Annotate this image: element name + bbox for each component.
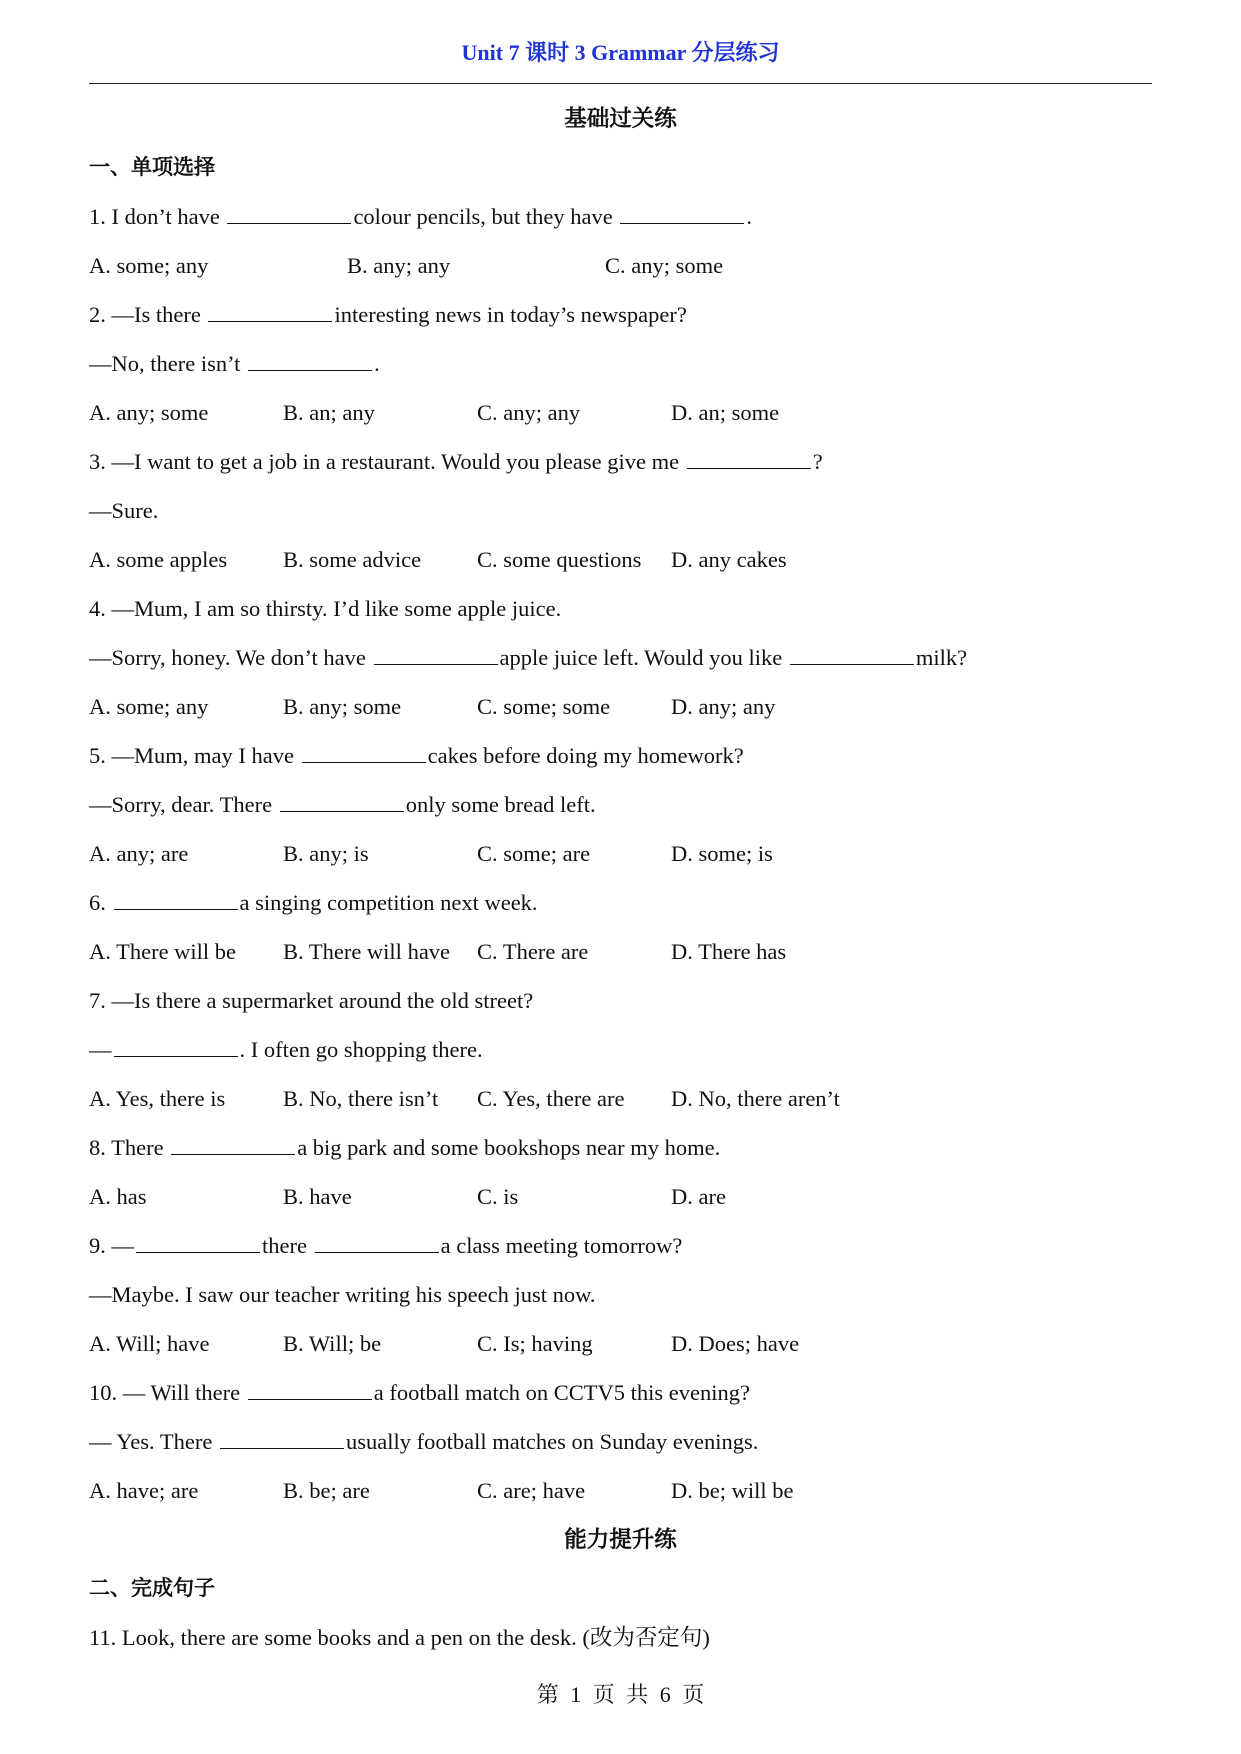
question-text: 10. — Will there: [89, 1380, 246, 1405]
worksheet-body: [89, 94, 1152, 1662]
question-text: 4. —Mum, I am so thirsty. I’d like some apple juice.: [89, 596, 562, 621]
answer-option[interactable]: B. There will have: [283, 939, 451, 964]
answer-blank[interactable]: [687, 448, 811, 469]
question-text: ?: [812, 449, 823, 474]
question-line: [89, 486, 1152, 535]
question-text: a football match on CCTV5 this evening?: [373, 1380, 750, 1405]
question-text: 5. —Mum, may I have: [89, 743, 300, 768]
question-text: cakes before doing my homework?: [427, 743, 744, 768]
answer-option[interactable]: D. Does; have: [671, 1331, 800, 1356]
answer-blank[interactable]: [302, 742, 426, 763]
question-text: .: [374, 351, 380, 376]
answer-option[interactable]: A. any; are: [89, 841, 189, 866]
answer-blank[interactable]: [248, 1379, 372, 1400]
answer-option[interactable]: D. are: [671, 1184, 726, 1209]
answer-option[interactable]: C. any; any: [477, 400, 581, 425]
question-text: there: [262, 1233, 313, 1258]
answer-option[interactable]: C. are; have: [477, 1478, 586, 1503]
question-line: [89, 1025, 1152, 1074]
answer-option[interactable]: D. any; any: [671, 694, 776, 719]
answer-option[interactable]: C. some; some: [477, 694, 611, 719]
answer-blank[interactable]: [114, 1036, 238, 1057]
answer-options: [89, 1074, 1152, 1123]
answer-option[interactable]: B. Will; be: [283, 1331, 382, 1356]
question-item: [89, 1123, 1152, 1221]
answer-option[interactable]: A. Will; have: [89, 1331, 210, 1356]
question-text: —Sorry, dear. There: [89, 792, 278, 817]
answer-blank[interactable]: [248, 350, 372, 371]
answer-option[interactable]: A. any; some: [89, 400, 209, 425]
question-text: milk?: [915, 645, 968, 670]
question-text: usually football matches on Sunday evenings.: [345, 1429, 759, 1454]
answer-option[interactable]: A. Yes, there is: [89, 1086, 226, 1111]
question-line: [89, 192, 1152, 241]
answer-options: [89, 1466, 1152, 1515]
answer-option[interactable]: A. There will be: [89, 939, 237, 964]
question-text: —Sure.: [89, 498, 159, 523]
answer-blank[interactable]: [208, 301, 332, 322]
question-text: colour pencils, but they have: [353, 204, 619, 229]
question-11: 11. Look, there are some books and a pen on the desk. (改为否定句): [89, 1625, 710, 1650]
question-text: .: [746, 204, 752, 229]
question-item: [89, 1221, 1152, 1368]
answer-option[interactable]: B. some advice: [283, 547, 422, 572]
question-text: 8. There: [89, 1135, 170, 1160]
answer-option[interactable]: C. is: [477, 1184, 519, 1209]
question-line: [89, 1417, 1152, 1466]
answer-options: [89, 388, 1152, 437]
answer-option[interactable]: A. some apples: [89, 547, 228, 572]
question-text: 2. —Is there: [89, 302, 207, 327]
part1-title: 一、单项选择: [89, 155, 215, 179]
answer-option[interactable]: B. have: [283, 1184, 352, 1209]
question-item: [89, 437, 1152, 584]
answer-option[interactable]: C. Is; having: [477, 1331, 593, 1356]
question-line: [89, 584, 1152, 633]
answer-option[interactable]: D. an; some: [671, 400, 780, 425]
answer-option[interactable]: C. any; some: [605, 253, 724, 278]
answer-options: [89, 682, 1152, 731]
answer-option[interactable]: B. any; some: [283, 694, 402, 719]
answer-blank[interactable]: [227, 203, 351, 224]
answer-blank[interactable]: [136, 1232, 260, 1253]
question-line: [89, 1368, 1152, 1417]
answer-blank[interactable]: [280, 791, 404, 812]
question-list: [89, 192, 1152, 1515]
header-divider: [89, 83, 1152, 84]
question-line: [89, 339, 1152, 388]
question-line: [89, 633, 1152, 682]
question-item: [89, 584, 1152, 731]
answer-option[interactable]: B. any; any: [347, 253, 451, 278]
section-advanced-heading: 能力提升练: [564, 1527, 677, 1552]
part2-title: 二、完成句子: [89, 1576, 215, 1600]
question-text: —No, there isn’t: [89, 351, 247, 376]
answer-options: [89, 1172, 1152, 1221]
question-item: [89, 192, 1152, 290]
question-item: [89, 290, 1152, 437]
section-basic-heading: 基础过关练: [564, 106, 677, 131]
question-item: [89, 731, 1152, 878]
question-line: [89, 290, 1152, 339]
question-line: [89, 437, 1152, 486]
question-text: — Yes. There: [89, 1429, 218, 1454]
answer-option[interactable]: B. No, there isn’t: [283, 1086, 439, 1111]
answer-option[interactable]: A. some; any: [89, 253, 209, 278]
question-text: 6.: [89, 890, 112, 915]
question-line: [89, 780, 1152, 829]
answer-blank[interactable]: [374, 644, 498, 665]
answer-option[interactable]: C. Yes, there are: [477, 1086, 625, 1111]
question-text: a singing competition next week.: [239, 890, 538, 915]
question-text: —Maybe. I saw our teacher writing his speech just now.: [89, 1282, 596, 1307]
question-line: [89, 1123, 1152, 1172]
question-line: [89, 731, 1152, 780]
answer-option[interactable]: B. any; is: [283, 841, 369, 866]
question-line: [89, 878, 1152, 927]
answer-blank[interactable]: [620, 203, 744, 224]
answer-blank[interactable]: [315, 1232, 439, 1253]
question-text: interesting news in today’s newspaper?: [334, 302, 687, 327]
question-line: [89, 1221, 1152, 1270]
answer-blank[interactable]: [790, 644, 914, 665]
answer-option[interactable]: C. There are: [477, 939, 589, 964]
question-item: [89, 976, 1152, 1123]
answer-option[interactable]: B. an; any: [283, 400, 375, 425]
answer-option[interactable]: D. any cakes: [671, 547, 787, 572]
question-text: 7. —Is there a supermarket around the old street?: [89, 988, 534, 1013]
answer-blank[interactable]: [220, 1428, 344, 1449]
question-text: 9. —: [89, 1233, 134, 1258]
answer-option[interactable]: C. some; are: [477, 841, 591, 866]
question-text: only some bread left.: [405, 792, 596, 817]
question-text: —Sorry, honey. We don’t have: [89, 645, 372, 670]
answer-option[interactable]: A. some; any: [89, 694, 209, 719]
question-text: a class meeting tomorrow?: [440, 1233, 683, 1258]
answer-options: [89, 927, 1152, 976]
question-text: . I often go shopping there.: [239, 1037, 483, 1062]
answer-option[interactable]: D. be; will be: [671, 1478, 794, 1503]
page-footer: 第 1 页 共 6 页: [536, 1682, 705, 1707]
question-item: [89, 878, 1152, 976]
question-text: a big park and some bookshops near my home.: [297, 1135, 721, 1160]
answer-options: [89, 535, 1152, 584]
question-text: apple juice left. Would you like: [499, 645, 788, 670]
page-header-title: Unit 7 课时 3 Grammar 分层练习: [461, 40, 780, 65]
question-line: [89, 1270, 1152, 1319]
answer-options: [89, 829, 1152, 878]
question-text: —: [89, 1037, 112, 1062]
answer-option[interactable]: C. some questions: [477, 547, 642, 572]
answer-options: [89, 1319, 1152, 1368]
question-line: [89, 976, 1152, 1025]
answer-option[interactable]: D. some; is: [671, 841, 773, 866]
answer-option[interactable]: D. No, there aren’t: [671, 1086, 840, 1111]
question-text: 3. —I want to get a job in a restaurant. Would you please give me: [89, 449, 685, 474]
answer-option[interactable]: A. have; are: [89, 1478, 199, 1503]
answer-option[interactable]: A. has: [89, 1184, 147, 1209]
question-item: [89, 1368, 1152, 1515]
answer-blank[interactable]: [114, 889, 238, 910]
answer-option[interactable]: B. be; are: [283, 1478, 370, 1503]
answer-option[interactable]: D. There has: [671, 939, 787, 964]
answer-blank[interactable]: [171, 1134, 295, 1155]
question-text: 1. I don’t have: [89, 204, 226, 229]
answer-options: [89, 241, 1152, 290]
